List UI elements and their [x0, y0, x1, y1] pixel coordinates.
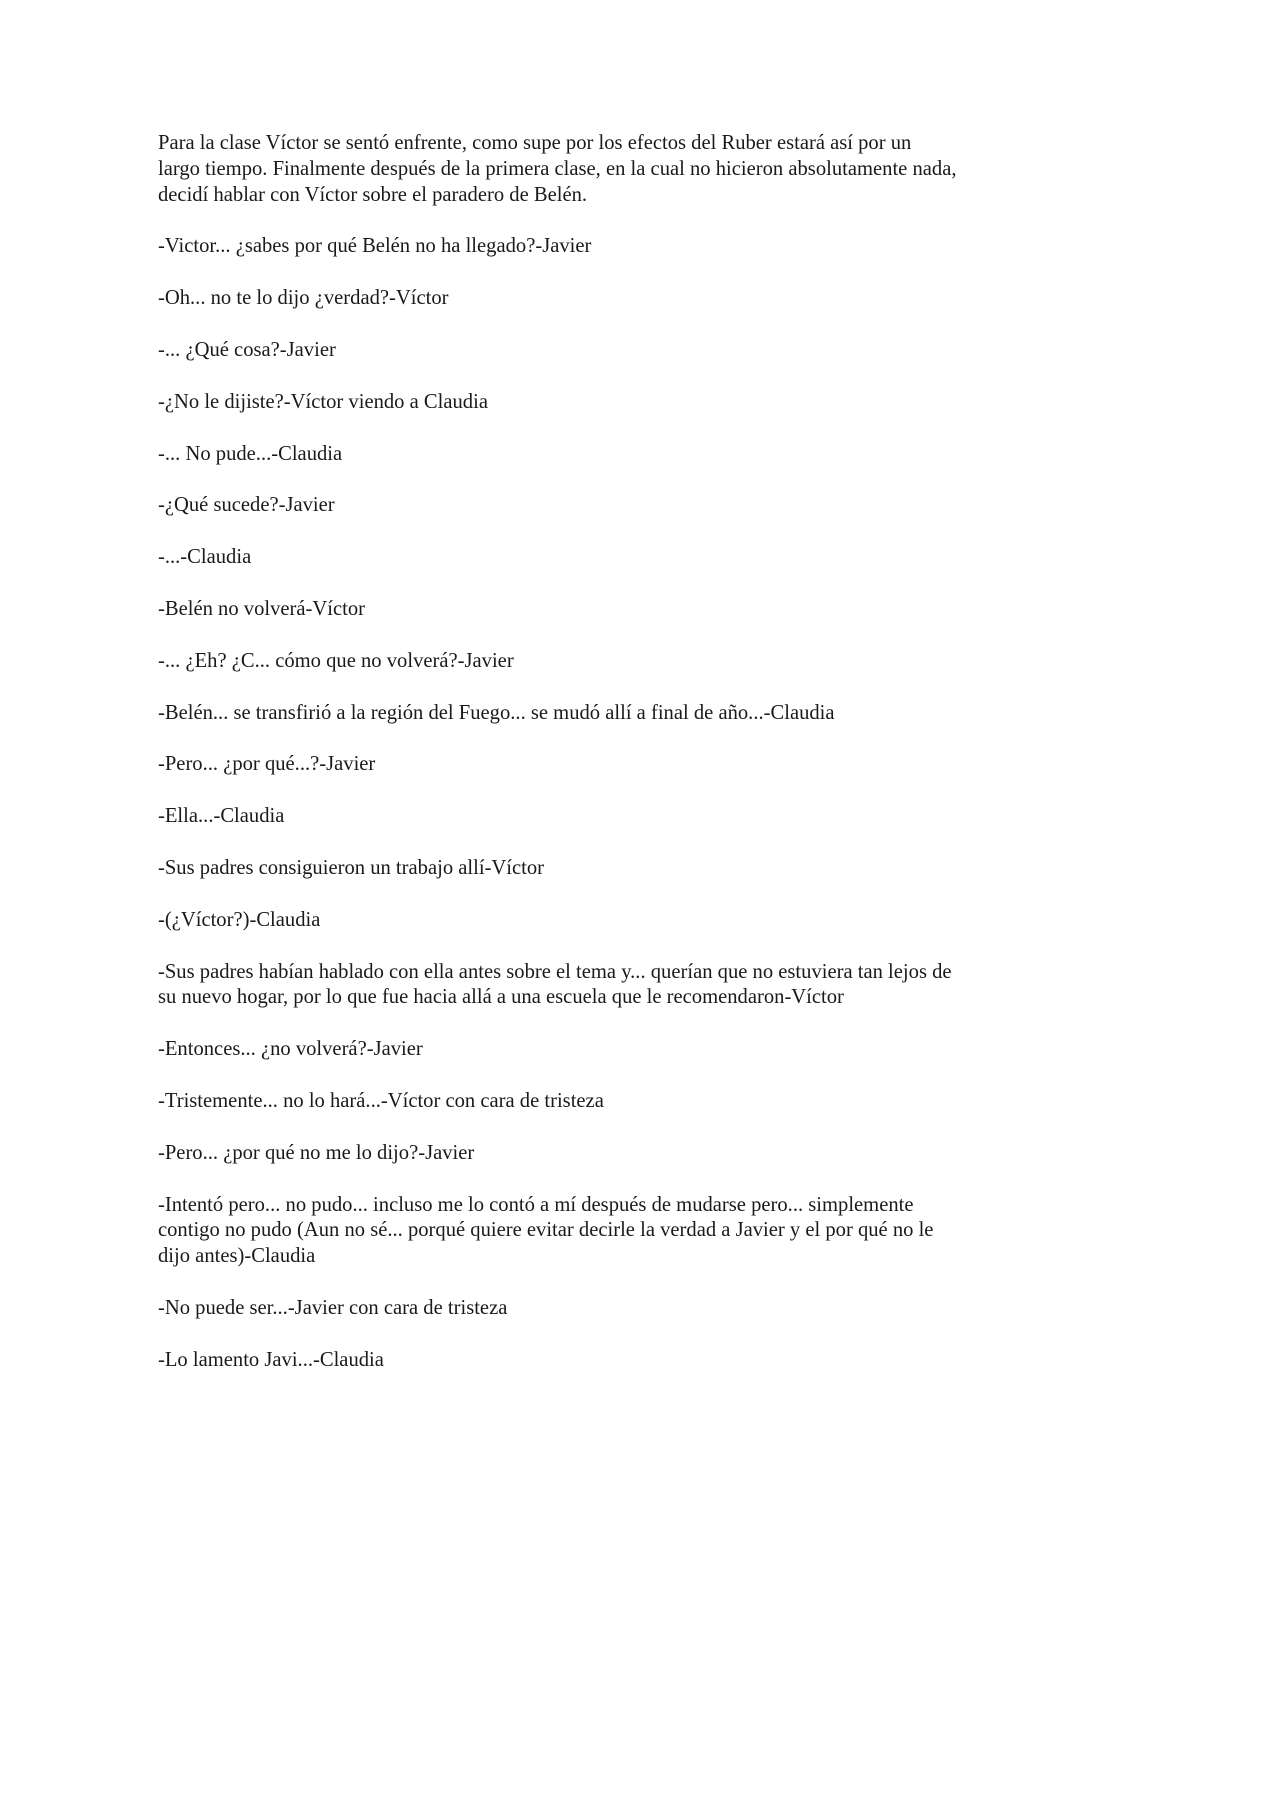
dialogue-line: -Intentó pero... no pudo... incluso me lo contó a mí después de mudarse pero... simplemente contigo no pudo (Aun no sé... porqué quiere evitar decirle la verdad a Javier y el por qué no le dijo antes)-Claudia: [158, 1193, 934, 1268]
dialogue-line: -Pero... ¿por qué...?-Javier: [158, 753, 376, 776]
dialogue-line: -Oh... no te lo dijo ¿verdad?-Víctor: [158, 287, 449, 310]
dialogue-line: -Lo lamento Javi...-Claudia: [158, 1348, 384, 1371]
dialogue-line: -Ella...-Claudia: [158, 805, 285, 828]
dialogue-line: -Entonces... ¿no volverá?-Javier: [158, 1038, 423, 1061]
dialogue-line: -Belén no volverá-Víctor: [158, 597, 366, 620]
dialogue-line: -Pero... ¿por qué no me lo dijo?-Javier: [158, 1141, 475, 1164]
narration-paragraph: Para la clase Víctor se sentó enfrente, como supe por los efectos del Ruber estará así por un largo tiempo. Finalmente después de la primera clase, en la cual no hicieron absolutamente nada, decidí hablar con Víctor sobre el paradero de Belén.: [158, 132, 957, 206]
dialogue-line: -Tristemente... no lo hará...-Víctor con cara de tristeza: [158, 1089, 604, 1112]
dialogue-line: -Victor... ¿sabes por qué Belén no ha llegado?-Javier: [158, 235, 592, 258]
dialogue-line: -No puede ser...-Javier con cara de tristeza: [158, 1296, 508, 1319]
document-body: [158, 131, 958, 1374]
dialogue-line: -...-Claudia: [158, 546, 252, 569]
dialogue-line: -¿No le dijiste?-Víctor viendo a Claudia: [158, 390, 488, 413]
dialogue-line: -... ¿Eh? ¿C... cómo que no volverá?-Javier: [158, 649, 514, 672]
dialogue-line: -... No pude...-Claudia: [158, 442, 343, 465]
dialogue-line: -(¿Víctor?)-Claudia: [158, 908, 321, 931]
dialogue-line: -... ¿Qué cosa?-Javier: [158, 338, 336, 361]
dialogue-line: -Sus padres consiguieron un trabajo allí-Víctor: [158, 856, 545, 879]
dialogue-line: -Belén... se transfirió a la región del Fuego... se mudó allí a final de año...-Claudia: [158, 701, 835, 724]
dialogue-line: -Sus padres habían hablado con ella antes sobre el tema y... querían que no estuviera tan lejos de su nuevo hogar, por lo que fue hacia allá a una escuela que le recomendaron-Víctor: [158, 960, 952, 1009]
dialogue-line: -¿Qué sucede?-Javier: [158, 494, 335, 517]
